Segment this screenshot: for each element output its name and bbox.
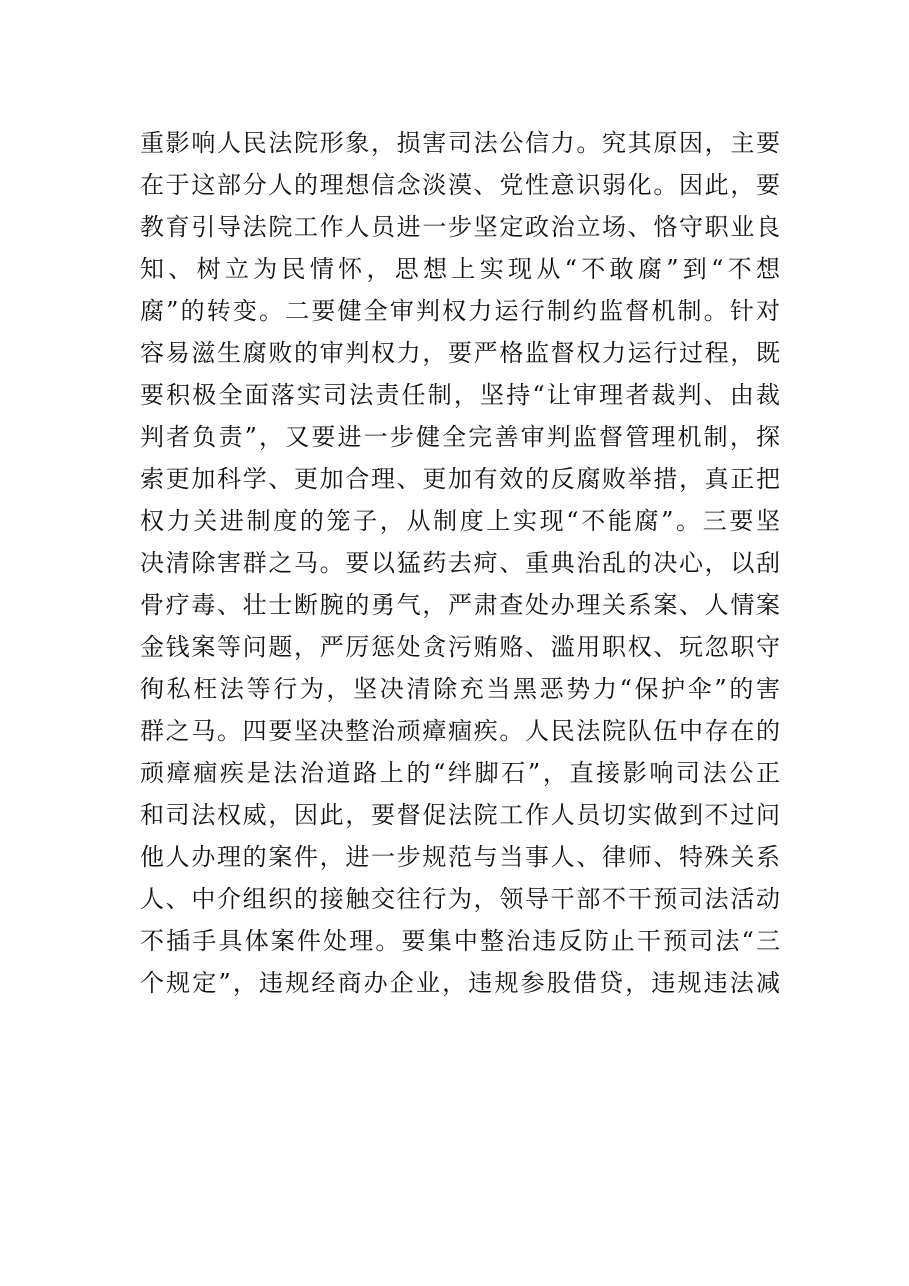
text-line: 群之马。四要坚决整治顽瘴痼疾。人民法院队伍中存在的 (140, 717, 780, 745)
text-line: 骨疗毒、壮士断腕的勇气，严肃查处办理关系案、人情案 (140, 591, 780, 619)
text-line: 和司法权威，因此，要督促法院工作人员切实做到不过问 (140, 801, 780, 829)
text-line: 判者负责”，又要进一步健全完善审判监督管理机制，探 (140, 423, 780, 451)
text-line: 金钱案等问题，严厉惩处贪污贿赂、滥用职权、玩忽职守 (140, 633, 780, 661)
text-line: 教育引导法院工作人员进一步坚定政治立场、恪守职业良 (140, 213, 780, 241)
text-line: 权力关进制度的笼子，从制度上实现“不能腐”。三要坚 (140, 507, 780, 535)
text-line: 徇私枉法等行为，坚决清除充当黑恶势力“保护伞”的害 (140, 675, 780, 703)
text-line: 决清除害群之马。要以猛药去疴、重典治乱的决心，以刮 (140, 549, 780, 577)
text-line: 个规定”，违规经商办企业，违规参股借贷，违规违法减 (140, 969, 780, 997)
text-line: 容易滋生腐败的审判权力，要严格监督权力运行过程，既 (140, 339, 780, 367)
text-line: 知、树立为民情怀，思想上实现从“不敢腐”到“不想 (140, 255, 780, 283)
text-line: 重影响人民法院形象，损害司法公信力。究其原因，主要 (140, 129, 780, 157)
body-text (140, 122, 780, 1004)
text-line: 要积极全面落实司法责任制，坚持“让审理者裁判、由裁 (140, 381, 780, 409)
text-line: 在于这部分人的理想信念淡漠、党性意识弱化。因此，要 (140, 171, 780, 199)
text-line: 人、中介组织的接触交往行为，领导干部不干预司法活动 (140, 885, 780, 913)
text-line: 索更加科学、更加合理、更加有效的反腐败举措，真正把 (140, 465, 780, 493)
text-line: 他人办理的案件，进一步规范与当事人、律师、特殊关系 (140, 843, 780, 871)
text-line: 腐”的转变。二要健全审判权力运行制约监督机制。针对 (140, 297, 780, 325)
text-line: 不插手具体案件处理。要集中整治违反防止干预司法“三 (140, 927, 780, 955)
text-line: 顽瘴痼疾是法治道路上的“绊脚石”，直接影响司法公正 (140, 759, 780, 787)
